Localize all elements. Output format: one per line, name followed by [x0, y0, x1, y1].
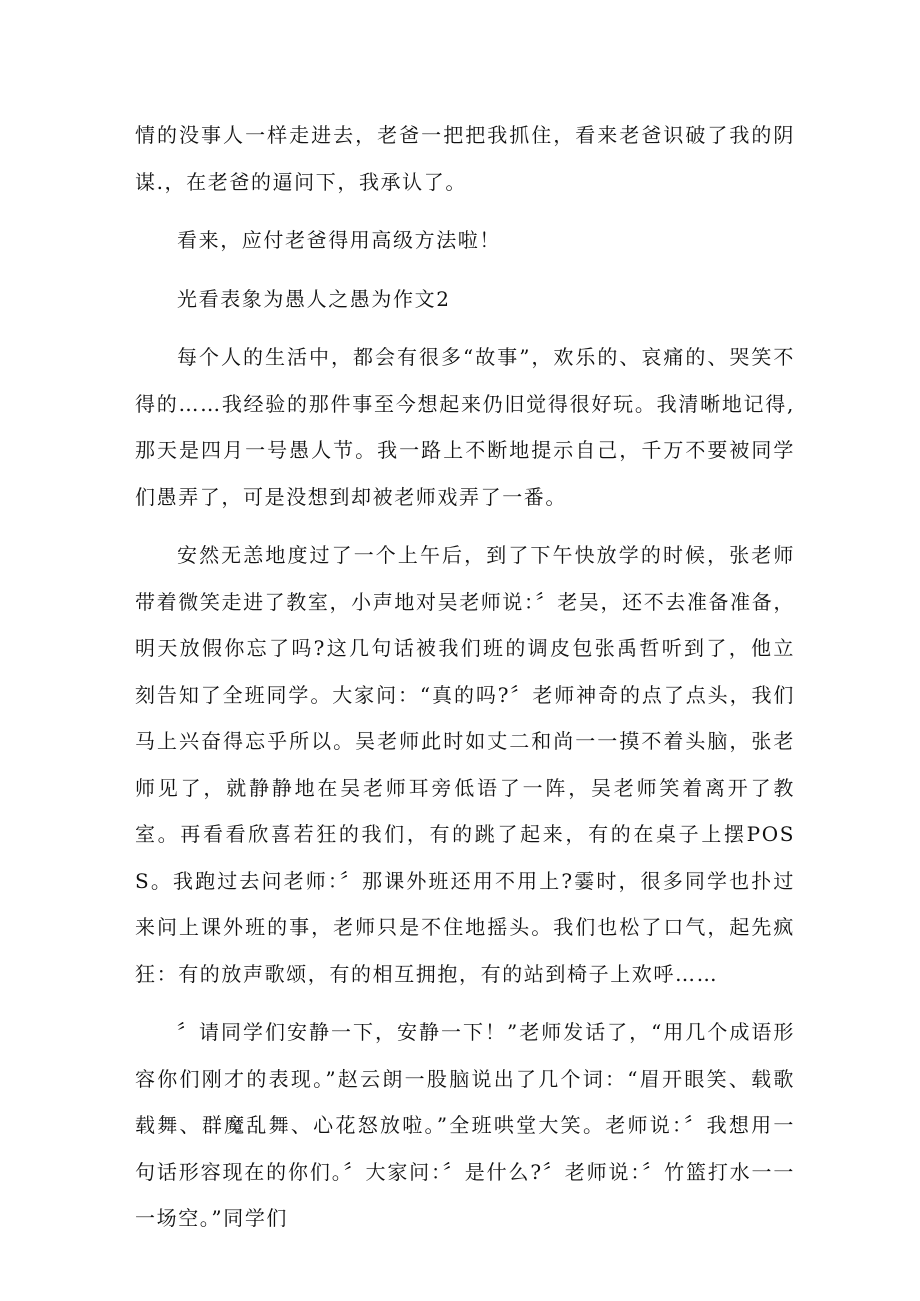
essay-title: 光看表象为愚人之愚为作文2 [177, 286, 451, 311]
paragraph-continuation: 情的没事人一样走进去，老爸一把把我抓住，看来老爸识破了我的阴谋.，在老爸的逼问下，我承认了。 [135, 123, 795, 194]
paragraph-teacher-speech: 〞请同学们安静一下，安静一下！”老师发话了，“用几个成语形容你们刚才的表现。”赵云朗一股脑说出了几个词：“眉开眼笑、载歌载舞、群魔乱舞、心花怒放啦。”全班哄堂大笑。老师说：〞我想用一句话形容现在的你们。〞大家问：〞是什么?〞老师说：〞竹篮打水一一一场空。”同学们 [135, 1020, 795, 1230]
paragraph-story: 安然无恙地度过了一个上午后，到了下午快放学的时候，张老师带着微笑走进了教室，小声地对吴老师说：〞老吴，还不去准备准备，明天放假你忘了吗?这几句话被我们班的调皮包张禹哲听到了，他立刻告知了全班同学。大家问：“真的吗?〞老师神奇的点了点头，我们马上兴奋得忘乎所以。吴老师此时如丈二和尚一一摸不着头脑，张老师见了，就静静地在吴老师耳旁低语了一阵，吴老师笑着离开了教室。再看看欣喜若狂的我们，有的跳了起来，有的在桌子上摆POSS。我跑过去问老师：〞那课外班还用不用上?霎时，很多同学也扑过来问上课外班的事，老师只是不住地摇头。我们也松了口气，起先疯狂：有的放声歌颂，有的相互拥抱，有的站到椅子上欢呼…… [135, 543, 795, 986]
paragraph-conclusion: 看来，应付老爸得用高级方法啦！ [177, 228, 501, 252]
article-body [135, 112, 795, 1242]
paragraph-intro: 每个人的生活中，都会有很多“故事”，欢乐的、哀痛的、哭笑不得的……我经验的那件事至今想起来仍旧觉得很好玩。我清晰地记得,那天是四月一号愚人节。我一路上不断地提示自己，千万不要被同学们愚弄了，可是没想到却被老师戏弄了一番。 [135, 345, 795, 509]
